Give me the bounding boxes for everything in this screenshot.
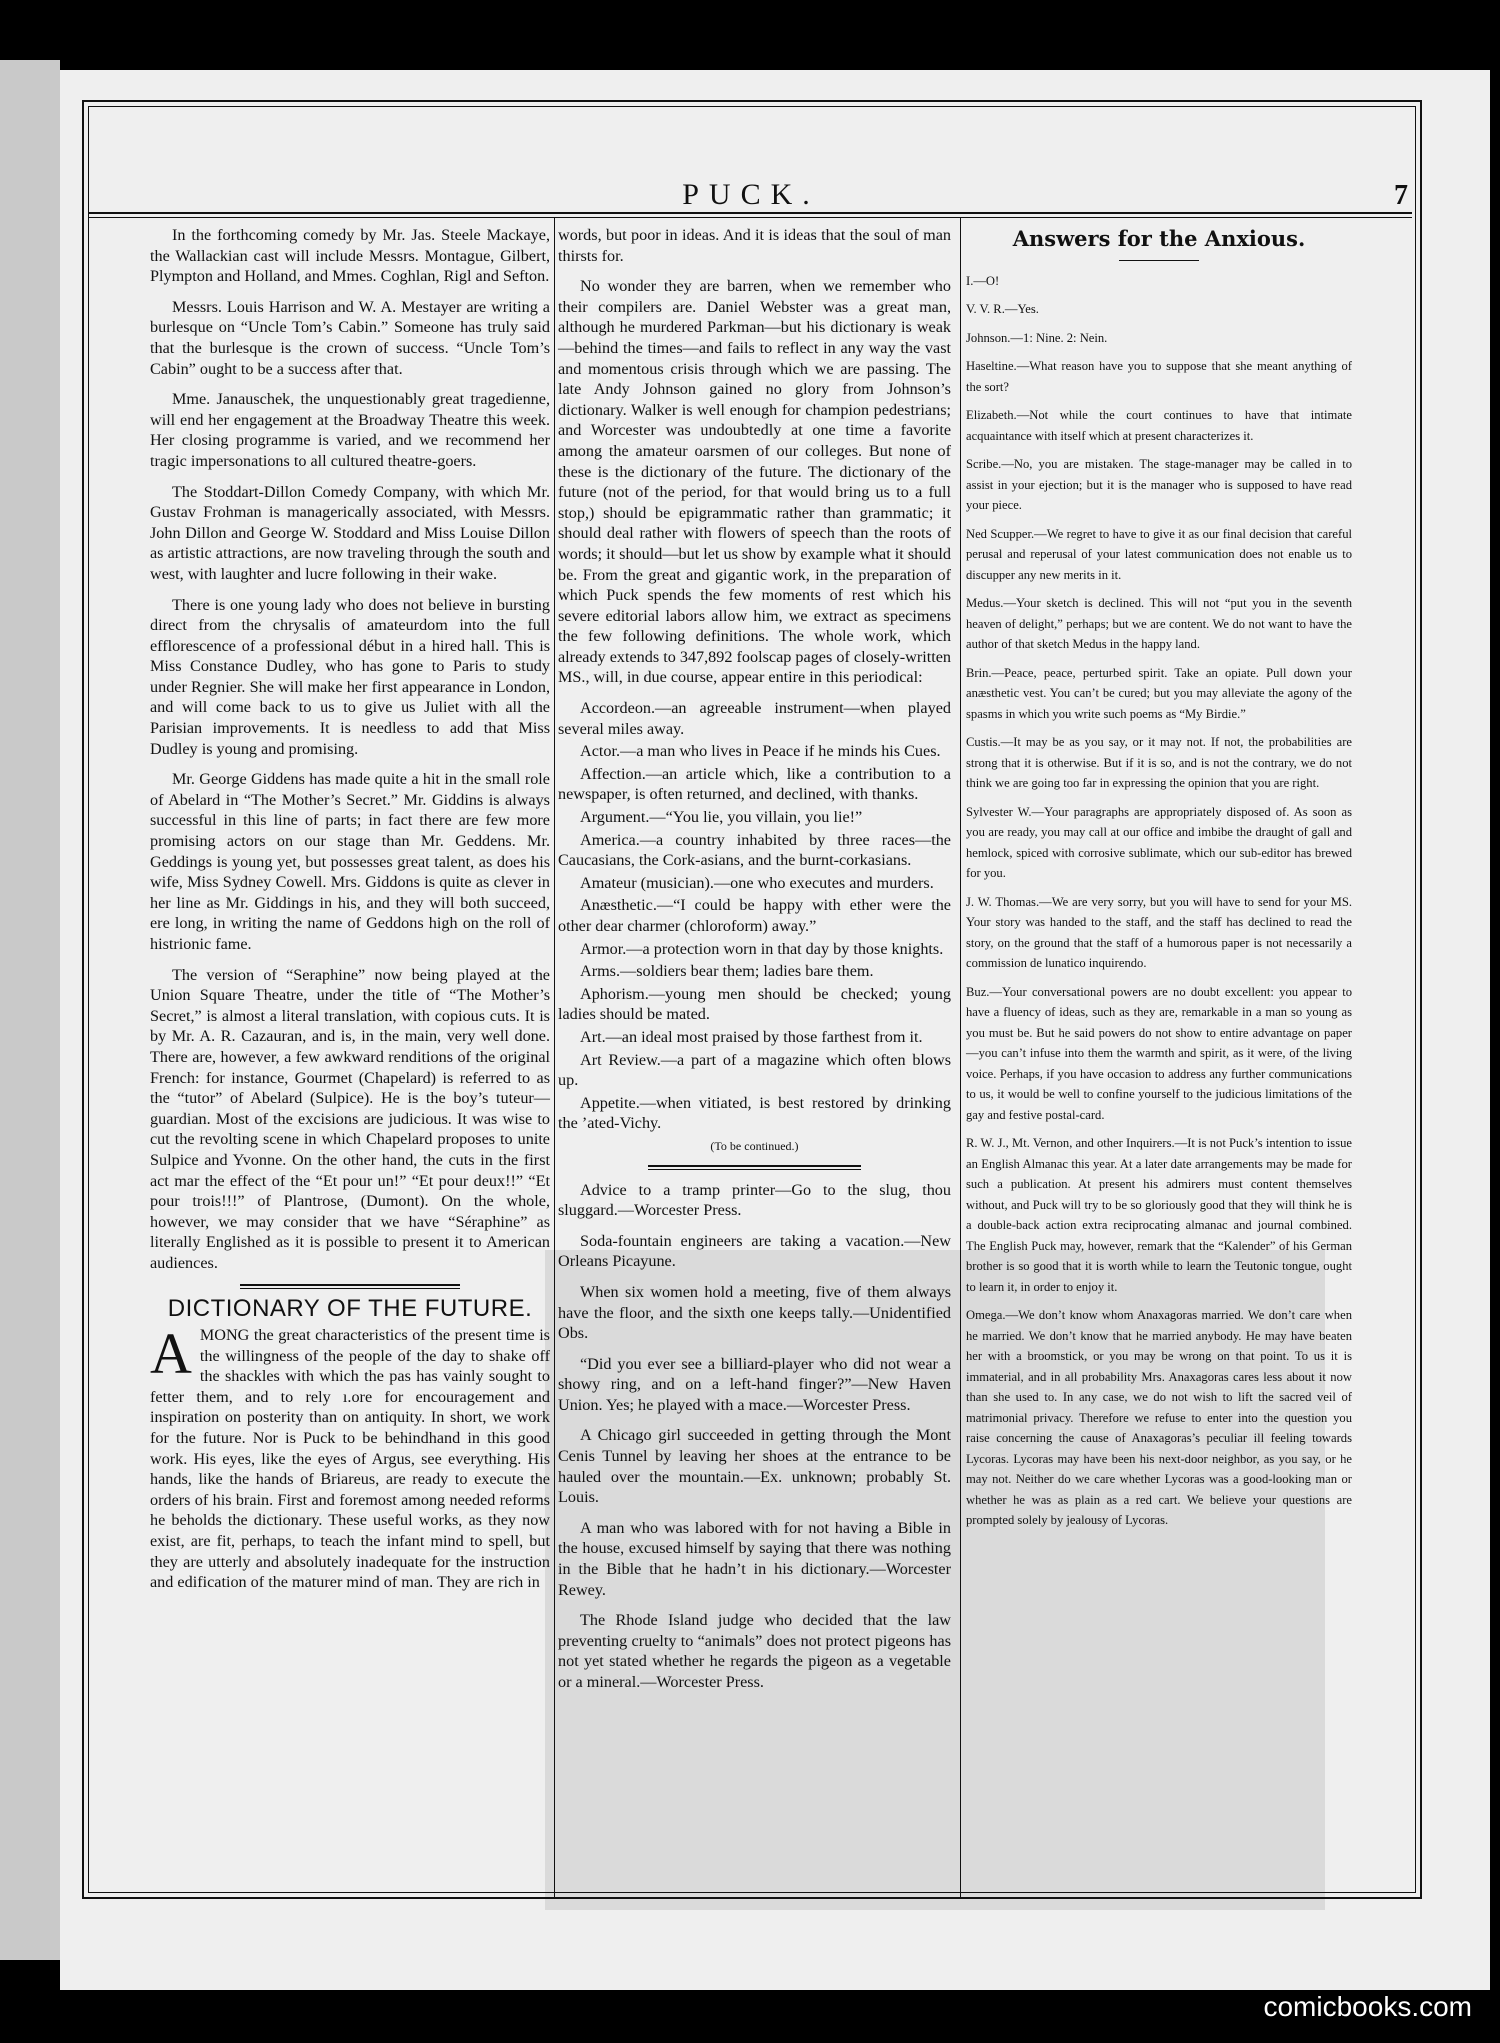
column-3 [966, 225, 1352, 1539]
section-heading: Answers for the Anxious. [1012, 226, 1306, 251]
definition: Art.—an ideal most praised by those farthest from it. [580, 1027, 923, 1046]
header-rule-thin [88, 217, 1412, 218]
news-clipping: The Rhode Island judge who decided that the law preventing cruelty to “animals” does not protect pigeons has not yet stated whether he regards the pigeon as a vegetable or a mineral.—Worcester Press. [558, 1611, 951, 1691]
answer-item: Omega.—We don’t know whom Anaxagoras married. We don’t care when he married. We don’t know that he married anybody. He may have beaten her with a broomstick, or you may be wrong on that point. To us it is immaterial, and in all probability Mrs. Anaxagoras cares less about it now than she used to. In any case, we do not wish to lift the sacred veil of matrimonial privacy. Therefore we refuse to enter into the question you raise concerning the cause of Anaxagoras’s peculiar ill feeling towards Lycoras. Lycoras may have been his next-door neighbor, as you say, or he may not. Neither do we care whether Lycoras was a good-looking man or whether he was as plain as a red cart. We believe your questions are prompted solely by jealousy of Lycoras. [966, 1308, 1352, 1527]
drop-cap: A [150, 1321, 192, 1387]
news-item: There is one young lady who does not believe in bursting direct from the chrysalis of amateurdom into the full efflorescence of a professional début in a hired hall. This is Miss Constance Dudley, who has gone to Paris to study under Regnier. She will make her first appearance in London, and will come back to us to give us Juliet with all the Parisian improvements. It is needless to add that Miss Dudley is young and promising. [150, 595, 550, 758]
column-divider-1 [554, 218, 555, 1898]
news-clipping: A Chicago girl succeeded in getting through the Mont Cenis Tunnel by leaving her shoes at the entrance to be hauled over the mountain.—Ex. unknown; probably St. Louis. [558, 1426, 951, 1507]
watermark: comicbooks.com [1263, 1991, 1472, 2022]
answer-item: Scribe.—No, you are mistaken. The stage-manager may be called in to assist in your ejection; but it is the manager who is supposed to have read your piece. [966, 457, 1352, 512]
definition: Affection.—an article which, like a contribution to a newspaper, is often returned, and declined, with thanks. [558, 764, 951, 804]
answer-item: Elizabeth.—Not while the court continues to have that intimate acquaintance with itself which at present characterizes it. [966, 408, 1352, 443]
definition: Armor.—a protection worn in that day by those knights. [580, 939, 944, 958]
news-item: Mme. Janauschek, the unquestionably great tragedienne, will end her engagement at the Broadway Theatre this week. Her closing programme is varied, and we recommend her tragic impersonations to all cultured theatre-goers. [150, 390, 550, 470]
facing-page-edge [0, 60, 60, 1960]
masthead: PUCK. [682, 178, 820, 211]
news-clipping: “Did you ever see a billiard-player who did not wear a showy ring, and on a left-hand finger?”—New Haven Union. Yes; he played with a mace.—Worcester Press. [558, 1354, 951, 1414]
answer-item: J. W. Thomas.—We are very sorry, but you will have to send for your MS. Your story was handed to the staff, and the staff has declined to read the story, on the ground that the staff of a humorous paper is not necessarily a commission de lunatico inquirendo. [966, 894, 1352, 970]
answer-item: Haseltine.—What reason have you to suppose that she meant anything of the sort? [966, 359, 1352, 394]
answer-item: Medus.—Your sketch is declined. This will not “put you in the seventh heaven of delight,” perhaps; but we are content. We do not want to have the author of that sketch Medus in the happy land. [966, 596, 1352, 651]
page-number: 7 [1394, 180, 1408, 211]
answer-item: Ned Scupper.—We regret to have to give it as our final decision that careful perusal and reperusal of your latest communication does not enable us to discupper any new merits in it. [966, 526, 1352, 582]
news-item: In the forthcoming comedy by Mr. Jas. Steele Mackaye, the Wallackian cast will include Messrs. Montague, Gilbert, Plympton and Holland, and Mmes. Coghlan, Rigl and Sefton. [150, 226, 550, 286]
definition: Arms.—soldiers bear them; ladies bare them. [580, 962, 874, 981]
news-item: Mr. George Giddens has made quite a hit in the small role of Abelard in “The Mother’s Secret.” Mr. Giddins is always successful in this line of parts; in fact there are few more promising actors on our stage than Mr. Geddens. Mr. Geddings is young yet, but possesses great talent, as does his wife, Miss Sydney Cowell. Mrs. Giddons is quite as clever in her line as Mr. Giddings in his, and they will both succeed, ere long, in writing the name of Geddons high on the roll of histrionic fame. [150, 770, 550, 953]
answer-item: Buz.—Your conversational powers are no doubt excellent: you appear to have a fluency of ideas, such as they are, remarkable in a man so young as you must be. But he said powers do not show to entire advantage on paper—you can’t infuse into them the warmth and spirit, as it were, of the living voice. Perhaps, if you have occasion to address any further communications to us, it would be well to confine yourself to the judicious limitations of the gay and festive postal-card. [966, 984, 1352, 1122]
definition: Actor.—a man who lives in Peace if he minds his Cues. [580, 742, 941, 761]
news-item: Messrs. Louis Harrison and W. A. Mestayer are writing a burlesque on “Uncle Tom’s Cabin.” Someone has truly said that the burlesque is the crown of success. “Uncle Tom’s Cabin” ought to be a success after that. [150, 297, 550, 378]
answer-item: Brin.—Peace, peace, perturbed spirit. Take an opiate. Pull down your anæsthetic vest. You can’t be cured; but you may alleviate the agony of the spasms in which you write such poems as “My Birdie.” [966, 665, 1352, 721]
definition: Aphorism.—young men should be checked; young ladies should be mated. [558, 984, 951, 1024]
definition: Amateur (musician).—one who executes and murders. [580, 873, 934, 892]
news-clipping: Advice to a tramp printer—Go to the slug, thou sluggard.—Worcester Press. [558, 1180, 951, 1220]
answer-item: Custis.—It may be as you say, or it may not. If not, the probabilities are strong that it is otherwise. But if it is so, and is not the contrary, we do not think we are going too far in expressing the opinion that you are right. [966, 735, 1352, 790]
news-clipping: When six women hold a meeting, five of them always have the floor, and the sixth one keeps tally.—Unidentified Obs. [558, 1282, 951, 1343]
answer-item: R. W. J., Mt. Vernon, and other Inquirers.—It is not Puck’s intention to issue an English Almanac this year. At a later date arrangements may be made for such a publication. At present his admirers must content themselves without, and Puck will try to be so gloriously good that they will think he is a double-back action extra reciprocating almanac and journal combined. The English Puck may, however, remark that the “Kalender” of his German brother is so good that it is worth while to learn the Teutonic tongue, ought to learn it, in order to enjoy it. [966, 1136, 1352, 1294]
continued-note: (To be continued.) [710, 1138, 799, 1153]
definition: Anæsthetic.—“I could be happy with ether were the other dear charmer (chloroform) away.” [558, 896, 951, 935]
article-continued: words, but poor in ideas. And it is ideas that the soul of man thirsts for. [558, 226, 951, 265]
article-paragraph: No wonder they are barren, when we remember who their compilers are. Daniel Webster was a great man, although he murdered Parkman—but his dictionary is weak—behind the times—and fails to reflect in any way the vast and momentous crisis through which we are passing. The late Andy Johnson gained no glory from Johnson’s dictionary. Walker is well enough for champion pedestrians; and Worcester was undoubtedly at one time a favorite among the amateur oarsmen of our colleges. But none of these is the dictionary of the future. The dictionary of the future (not of the period, for that would bring us to a full stop,) should be epigrammatic rather than grammatic; it should deal rather with flowers of speech than the roots of words; it should—but let us show by example what it should be. From the great and gigantic work, in the preparation of which Puck spends the few moments of rest which his severe editorial labors allow him, we extract as specimens the few following definitions. The whole work, which already extends to 347,892 foolscap pages of closely-written MS., will, in due course, appear entire in this periodical: [558, 277, 951, 687]
news-clipping: Soda-fountain engineers are taking a vacation.—New Orleans Picayune. [558, 1231, 951, 1271]
header-rule [88, 212, 1412, 214]
title-underline [1119, 260, 1199, 261]
answer-item: V. V. R.—Yes. [966, 302, 1039, 316]
news-clipping: A man who was labored with for not having a Bible in the house, excused himself by saying that there was nothing in the Bible that he hadn’t in his dictionary.—Worcester Rewey. [558, 1518, 951, 1599]
article-opening [150, 1321, 550, 1593]
answer-item: Sylvester W.—Your paragraphs are appropriately disposed of. As soon as you are ready, you may call at our office and imbibe the draught of gall and hemlock, spiced with corrosive sublimate, which our sub-editor has brewed for you. [966, 804, 1352, 880]
section-divider [240, 1284, 460, 1289]
answer-item: Johnson.—1: Nine. 2: Nein. [966, 330, 1108, 345]
definition: Accordeon.—an agreeable instrument—when played several miles away. [558, 699, 951, 738]
definition: Art Review.—a part of a magazine which often blows up. [558, 1050, 951, 1090]
section-divider [648, 1165, 861, 1170]
article-text: MONG the great characteristics of the present time is the willingness of the people of the day to shake off the shackles with which the pas has vainly sought to fetter them, and to rely ı.ore for encouragement and inspiration on posterity than on antiquity. In short, we work for the future. Nor is Puck to be behindhand in this good work. His eyes, like the eyes of Argus, see everything. His hands, like the hands of Briareus, are ready to execute the orders of his brain. First and foremost among needed reforms he beholds the dictionary. These useful works, as they now exist, are fit, perhaps, to teach the infant mind to spell, but they are utterly and absolutely inadequate for the instruction and edification of the maturer mind of man. They are rich in [150, 1326, 550, 1592]
answer-item: I.—O! [966, 273, 1000, 288]
section-heading: DICTIONARY OF THE FUTURE. [167, 1294, 533, 1322]
definition: Appetite.—when vitiated, is best restored by drinking the ’ated-Vichy. [558, 1093, 951, 1133]
column-1 [150, 225, 550, 1603]
column-2 [558, 225, 951, 1703]
news-item: The version of “Seraphine” now being played at the Union Square Theatre, under the title of “The Mother’s Secret,” is almost a literal translation, with copious cuts. It is by Mr. A. R. Cazauran, and is, in the main, very well done. There are, however, a few awkward renditions of the original French: for instance, Gourmet (Chapelard) is referred to as the “tutor” of Abelard (Sulpice). He is the boy’s tuteur—guardian. Most of the excisions are judicious. It was wise to cut the revolting scene in which Chapelard proposes to unite Sulpice and Yvonne. On the other hand, the cuts in the first act mar the effect of the “Et pour un!” “Et pour deux!!” “Et pour trois!!!” of Plantrose, (Dumont). On the whole, however, we may consider that we have “Séraphine” as literally Englished as it is possible to present it to American audiences. [150, 965, 550, 1272]
column-divider-2 [960, 218, 961, 1898]
definition: Argument.—“You lie, you villain, you lie!” [580, 808, 863, 827]
definition: America.—a country inhabited by three races—the Caucasians, the Cork-asians, and the burnt-corkasians. [558, 830, 951, 870]
news-item: The Stoddart-Dillon Comedy Company, with which Mr. Gustav Frohman is managerically associated, with Messrs. John Dillon and George W. Stoddard and Miss Louise Dillon as artistic attractions, are now traveling through the south and west, with laughter and lucre following in their wake. [150, 482, 550, 583]
